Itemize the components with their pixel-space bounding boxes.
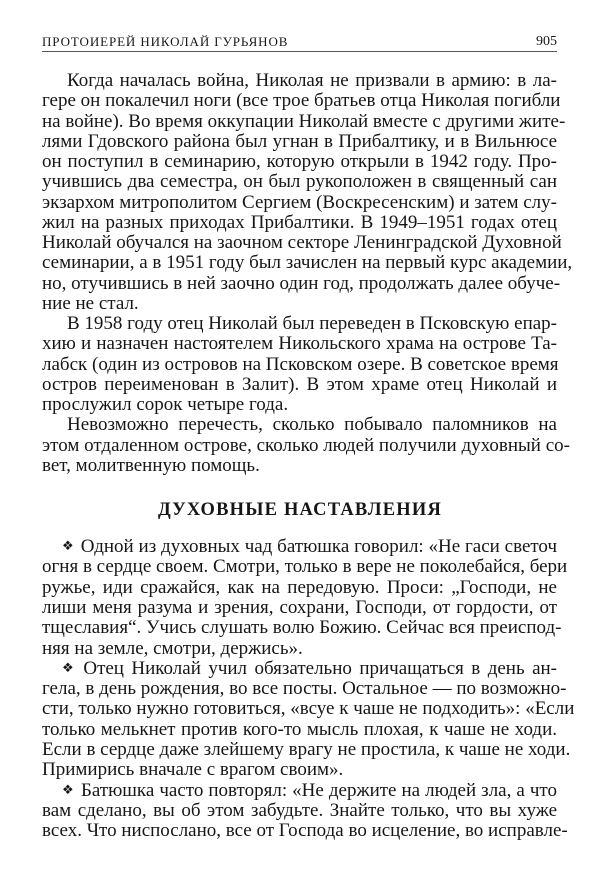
line-text: на войне). Во время оккупации Николай вместе с другими жите- [42,110,566,132]
text-line [67,415,557,435]
line-text: жил на разных приходах Прибалтики. В 1949–1951 годах отец [42,211,557,233]
line-text: огня в сердце своем. Смотри, только в вере не поколебайся, бери [42,556,568,578]
line-text: гела, в день рождения, во все посты. Остальное — по возможно- [42,678,567,700]
text-line [42,578,557,598]
line-text: но, отучившись в ней заочно один год, продолжать далее обуче- [42,272,561,294]
text-line [42,294,557,314]
line-text: Когда началась война, Николая не призвали в армию: в ла- [67,70,557,91]
text-line [42,556,568,578]
text-line [42,598,557,618]
running-header [42,33,557,52]
line-text: всех. Что ниспослано, все от Господа во исцеление, во исправле- [42,820,568,842]
line-text: Отец Николай учил обязательно причащаться в день ан- [83,657,557,679]
text-line [42,132,557,152]
line-text: учившись два семестра, он был рукоположен в священный сан [42,171,557,193]
text-line [42,355,557,375]
bullet-diamond-icon: ❖ [62,782,74,798]
bullet-diamond-icon: ❖ [62,539,74,554]
text-line [42,639,557,659]
running-title: ПРОТОИЕРЕЙ НИКОЛАЙ ГУРЬЯНОВ [42,34,289,49]
line-text: гере он покалечил ноги (все трое братьев отца Николая погибли [42,90,561,112]
line-text: только мелькнет против кого-то мысль плохая, к чаше не ходи. [42,718,557,740]
line-text: остров переименован в Залит). В этом храме отец Николай и [42,373,557,395]
text-line [42,760,557,780]
text-line [42,434,570,456]
line-text: этом отдаленном острове, сколько людей получили духовный со- [42,434,570,456]
text-line [42,678,567,700]
line-text: Невозможно перечесть, сколько побывало паломников на [67,414,557,436]
line-text: няя на земле, смотри, держись». [42,637,303,659]
text-line [62,537,557,557]
text-line [62,659,557,679]
text-line [67,71,557,91]
text-line [67,314,557,334]
text-line [42,213,557,233]
line-text: вам сделано, вы об этом забудьте. Знайте только, что вы хуже [42,799,557,821]
line-text: В 1958 году отец Николай был переведен в Псковскую епар- [67,313,557,334]
line-text: лями Гдовского района был угнан в Прибалтику, и в Вильнюсе [42,130,557,152]
text-line [42,334,557,354]
line-text: Николай обучался на заочном секторе Ленинградской Духовной [42,232,562,253]
text-line [42,152,557,172]
text-line [42,172,557,192]
text-line [42,617,562,639]
text-line [42,698,575,720]
line-text: семинарии, а в 1951 году был зачислен на первый курс академии, [42,252,573,274]
line-text: Одной из духовных чад батюшка говорил: «Не гаси светоч [80,536,557,557]
page-number: 905 [536,34,557,49]
line-text: тщеславия“. Учись слушать волю Божию. Сейчас вся преиспод- [42,617,562,639]
line-text: хию и назначен настоятелем Никольского храма на острове Та- [42,333,557,355]
line-text: Если в сердце даже злейшему врагу не простила, к чаше не ходи. [42,739,571,760]
text-line [42,456,557,476]
line-text: ружье, иди сражайся, как на передовую. Проси: „Господи, не [42,576,557,598]
line-text: Примирись вначале с врагом своим». [42,759,344,781]
section-heading: ДУХОВНЫЕ НАСТАВЛЕНИЯ [157,500,443,520]
line-text: лабск (один из островов на Псковском озере. В советское время [42,353,559,375]
text-line [62,781,557,801]
text-line [42,395,557,415]
text-line [42,90,561,112]
text-line [42,272,561,294]
line-text: он поступил в семинарию, которую открыли в 1942 году. Про- [42,151,557,172]
line-text: сти, только нужно готовиться, «всуе к чаше не подходить»: «Если [42,698,575,720]
text-line [42,110,566,132]
line-text: лиши меня разума и зрения, сохрани, Господи, от гордости, от [42,596,557,618]
text-line [42,232,562,253]
text-line [42,252,573,274]
bullet-diamond-icon: ❖ [62,660,77,676]
line-text: Батюшка часто повторял: «Не держите на людей зла, а что [80,779,557,801]
line-text: экзархом митрополитом Сергием (Воскресенским) и затем слу- [42,191,557,213]
line-text: ние не стал. [42,292,139,314]
text-line [42,720,557,740]
text-line [42,193,557,213]
line-text: вет, молитвенную помощь. [42,454,260,476]
text-line [42,739,571,760]
text-line [42,820,568,842]
line-text: прослужил сорок четыре года. [42,394,289,415]
text-line [42,801,557,821]
text-line [42,375,557,395]
